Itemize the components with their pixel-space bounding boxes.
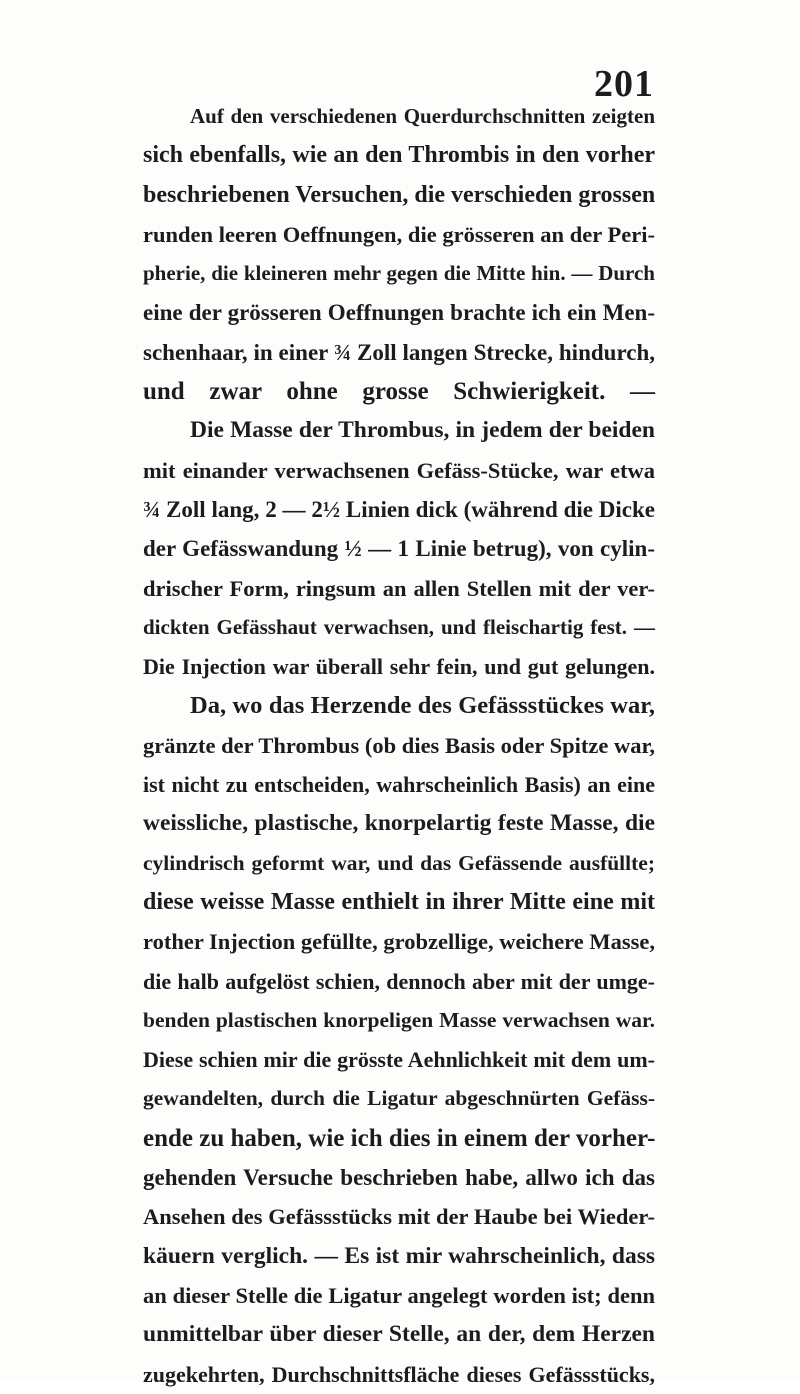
text-line: käuern verglich. — Es ist mir wahrscheinlich, dass	[143, 1242, 655, 1269]
text-line: mit einander verwachsenen Gefäss-Stücke, war etwa	[143, 457, 655, 483]
text-line: gränzte der Thrombus (ob dies Basis oder Spitze war,	[143, 732, 655, 758]
text-line: Da, wo das Herzende des Gefässstückes war,	[190, 692, 655, 720]
text-line: und zwar ohne grosse Schwierigkeit. —	[143, 378, 655, 406]
text-line: Ansehen des Gefässstücks mit der Haube bei Wieder-	[143, 1204, 655, 1230]
text-line: ¾ Zoll lang, 2 — 2½ Linien dick (während die Dicke	[143, 496, 655, 522]
page-number: 201	[594, 63, 654, 105]
text-line: der Gefässwandung ½ — 1 Linie betrug), von cylin-	[143, 536, 655, 562]
text-line: Die Masse der Thrombus, in jedem der beiden	[190, 417, 655, 444]
text-line: gewandelten, durch die Ligatur abgeschnürten Gefäss-	[143, 1086, 655, 1111]
text-line: weissliche, plastische, knorpelartig feste Masse, die	[143, 810, 655, 837]
text-line: ist nicht zu entscheiden, wahrscheinlich Basis) an eine	[143, 772, 655, 798]
text-line: diese weisse Masse enthielt in ihrer Mitte eine mit	[143, 888, 655, 915]
text-line: schenhaar, in einer ¾ Zoll langen Strecke, hindurch,	[143, 339, 655, 365]
text-line: drischer Form, ringsum an allen Stellen mit der ver-	[143, 575, 655, 601]
text-line: an dieser Stelle die Ligatur angelegt worden ist; denn	[143, 1282, 655, 1308]
text-line: die halb aufgelöst schien, dennoch aber mit der umge-	[143, 968, 655, 994]
text-line: sich ebenfalls, wie an den Thrombis in den vorher	[143, 142, 655, 169]
text-line: unmittelbar über dieser Stelle, an der, dem Herzen	[143, 1321, 655, 1348]
text-line: rother Injection gefüllte, grobzellige, weichere Masse,	[143, 929, 655, 955]
text-line: gehenden Versuche beschrieben habe, allwo ich das	[143, 1165, 655, 1191]
body-text	[143, 97, 655, 1394]
text-line: benden plastischen knorpeligen Masse verwachsen war.	[143, 1007, 655, 1032]
text-line: eine der grösseren Oeffnungen brachte ich ein Men-	[143, 300, 655, 326]
text-line: zugekehrten, Durchschnittsfläche dieses Gefässstücks,	[143, 1361, 655, 1387]
text-line: beschriebenen Versuchen, die verschieden grossen	[143, 181, 656, 208]
text-line: Auf den verschiedenen Querdurchschnitten zeigten	[190, 104, 655, 128]
text-line: dickten Gefässhaut verwachsen, und fleischartig fest. —	[143, 614, 655, 639]
text-line: pherie, die kleineren mehr gegen die Mitte hin. — Durch	[143, 261, 655, 286]
text-line: runden leeren Oeffnungen, die grösseren an der Peri-	[143, 221, 655, 247]
text-line: Die Injection war überall sehr fein, und gut gelungen.	[143, 654, 655, 680]
text-line: ende zu haben, wie ich dies in einem der vorher-	[143, 1124, 656, 1152]
text-line: cylindrisch geformt war, und das Gefässende ausfüllte;	[143, 850, 655, 875]
text-line: Diese schien mir die grösste Aehnlichkeit mit dem um-	[143, 1047, 655, 1073]
